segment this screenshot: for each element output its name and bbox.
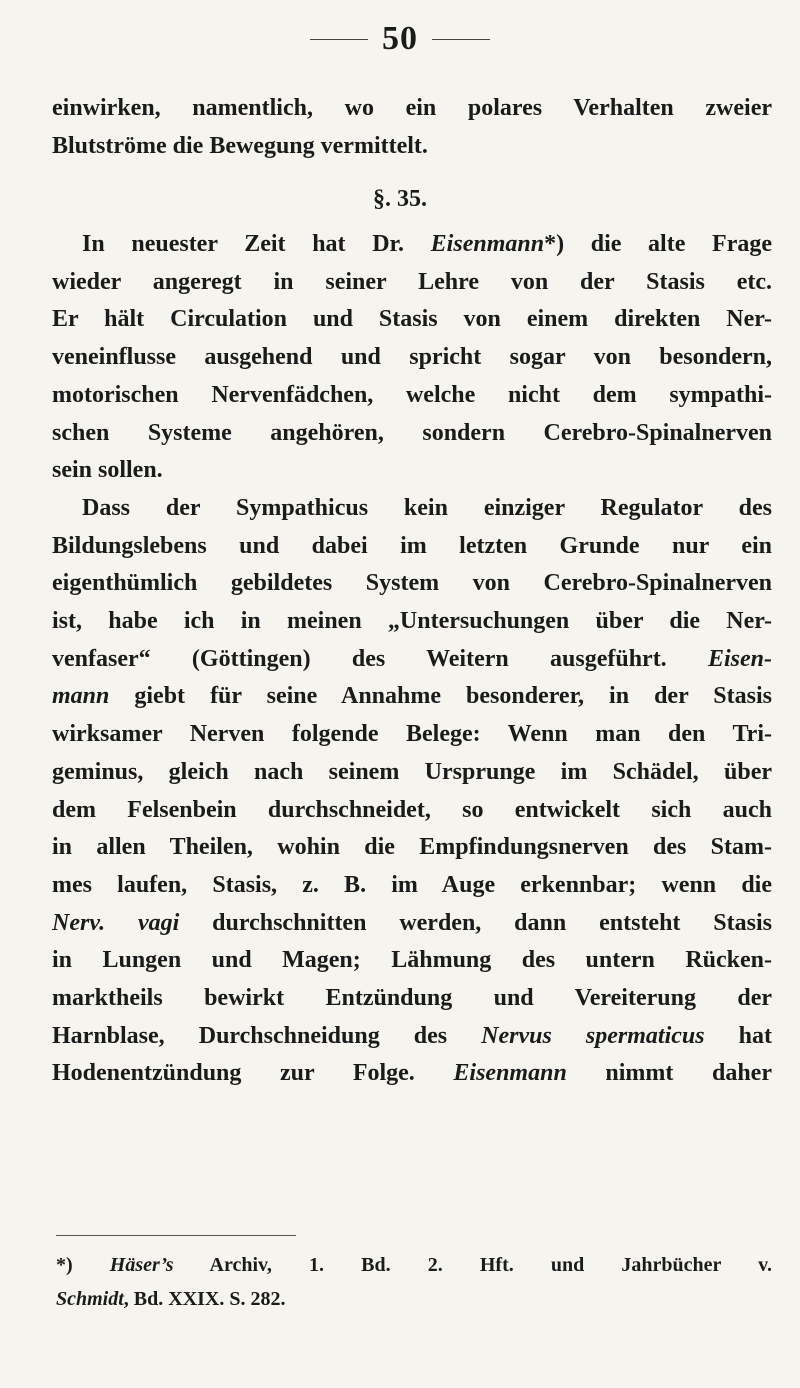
author-name: Eisenmann (430, 231, 545, 257)
footnote-line: Schmidt, Bd. XXIX. S. 282. (56, 1288, 286, 1310)
page-number: 50 (382, 20, 418, 57)
text-line: eigenthümlich gebildetes System von Cerebro-Spinalnerven (52, 570, 772, 597)
header-rule-right (432, 39, 490, 40)
text-line: in Lungen und Magen; Lähmung des untern Rücken- (52, 947, 772, 974)
author-name: Eisen- (707, 645, 772, 672)
cited-author: Häser’s (109, 1254, 174, 1276)
text-line: schen Systeme angehören, sondern Cerebro-Spinalnerven (52, 419, 772, 446)
author-name: mann (52, 683, 110, 710)
cited-author: Schmidt (56, 1288, 124, 1310)
footnote-line: *) Häser’s Archiv, 1. Bd. 2. Hft. und Jahrbücher v. (56, 1254, 772, 1276)
text-line: einwirken, namentlich, wo ein polares Verhalten zweier (52, 95, 772, 121)
text-line: dem Felsenbein durchschneidet, so entwickelt sich auch (52, 796, 772, 823)
header-rule-left (310, 39, 368, 40)
text-line: mes laufen, Stasis, z. B. im Auge erkennbar; wenn die (52, 871, 772, 898)
section-heading: §. 35. (373, 186, 427, 212)
text-line: Dass der Sympathicus kein einziger Regulator des (82, 494, 772, 521)
page-header (0, 20, 800, 58)
footnote-divider (56, 1235, 296, 1236)
text-line: geminus, gleich nach seinem Ursprunge im Schädel, über (52, 758, 772, 785)
text-line: marktheils bewirkt Entzündung und Vereiterung der (52, 985, 772, 1012)
main-text (52, 226, 772, 1093)
text-line: in allen Theilen, wohin die Empfindungsnerven des Stam- (52, 834, 772, 861)
text-line: sein sollen. (52, 457, 163, 484)
text-line: wirksamer Nerven folgende Belege: Wenn man den Tri- (52, 721, 772, 748)
text-line: Hodenentzündung zur Folge. Eisenmann nimmt daher (52, 1060, 772, 1087)
text-line: veneinflusse ausgehend und spricht sogar von besondern, (52, 344, 772, 371)
text-line: venfaser“ (Göttingen) des Weitern ausgeführt. Eisen- (52, 645, 772, 672)
latin-term: Nervus spermaticus (481, 1022, 705, 1049)
text-line: ist, habe ich in meinen „Untersuchungen über die Ner- (52, 608, 772, 635)
text-line: Harnblase, Durchschneidung des Nervus spermaticus hat (52, 1022, 773, 1049)
text-line: Er hält Circulation und Stasis von einem direkten Ner- (52, 306, 772, 333)
paragraph-continued (52, 90, 772, 165)
latin-term: Nerv. vagi (52, 909, 180, 936)
footnote (56, 1248, 772, 1316)
text-line: wieder angeregt in seiner Lehre von der Stasis etc. (52, 268, 772, 295)
text-line: In neuester Zeit hat Dr. Eisenmann*) die alte Frage (82, 231, 772, 257)
author-name: Eisenmann (453, 1060, 567, 1087)
text-line: Blutströme die Bewegung vermittelt. (52, 132, 428, 159)
text-line: motorischen Nervenfädchen, welche nicht dem sympathi- (52, 381, 772, 408)
text-line: Bildungslebens und dabei im letzten Grunde nur ein (52, 532, 772, 559)
text-line: mann giebt für seine Annahme besonderer, in der Stasis (52, 683, 772, 710)
text-line: Nerv. vagi durchschnitten werden, dann entsteht Stasis (52, 909, 772, 936)
